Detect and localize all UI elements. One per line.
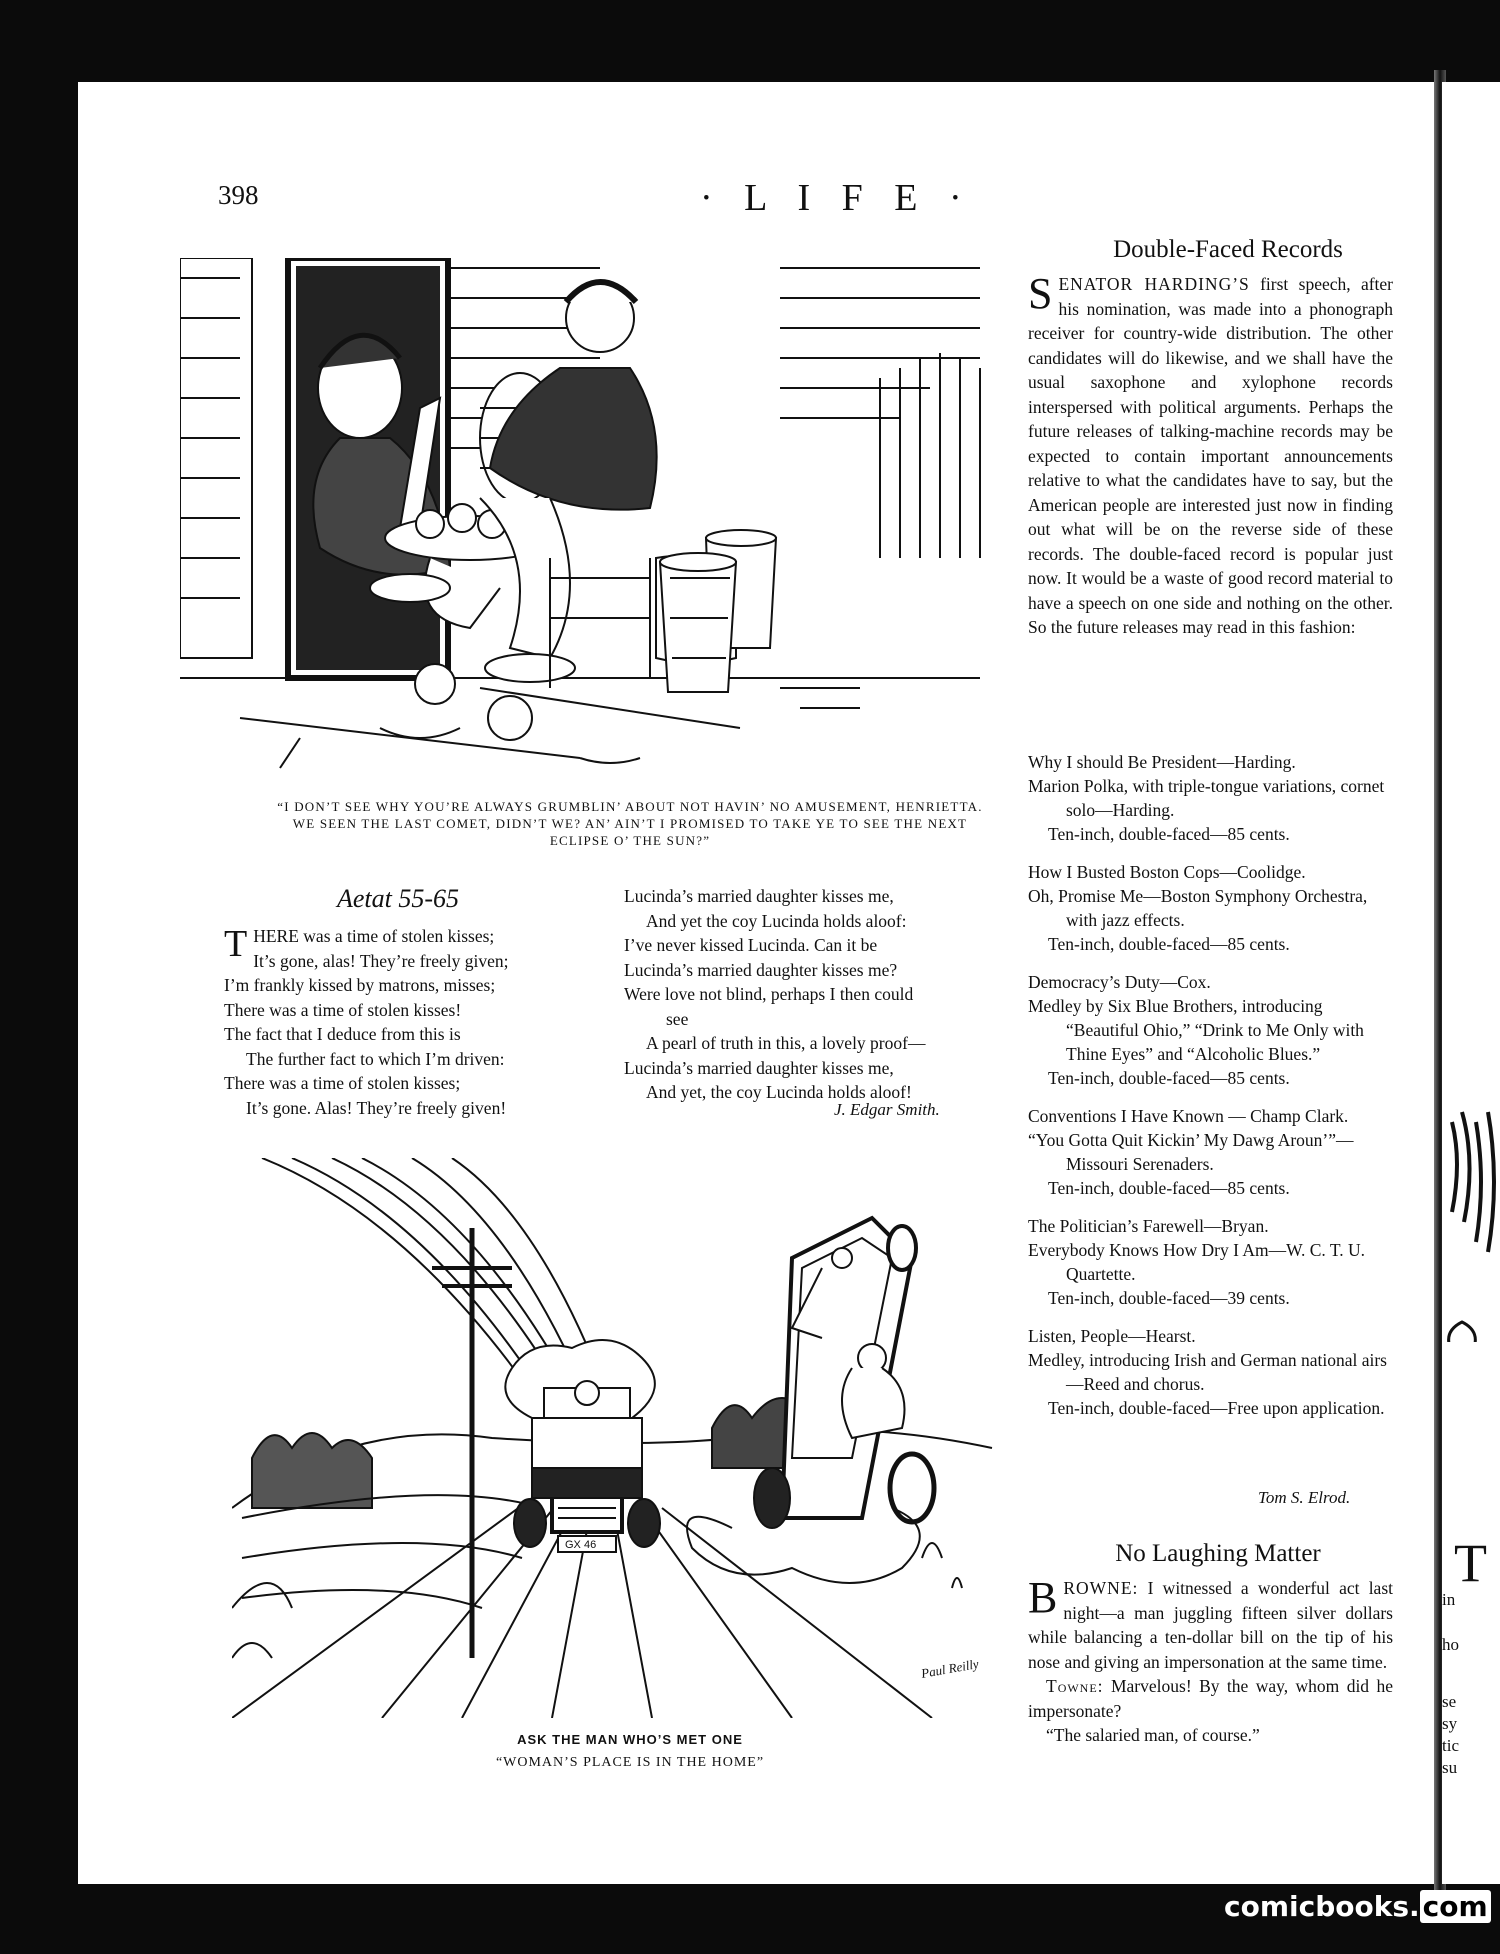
record-price: Ten-inch, double-faced—85 cents. <box>1048 934 1290 954</box>
poem-column-2 <box>624 884 1004 1105</box>
article-records-body <box>1028 269 1393 640</box>
record-title: Everybody Knows How Dry I Am—W. C. T. U. Quartette. <box>1028 1240 1366 1284</box>
poem-line: A pearl of truth in this, a lovely proof— <box>646 1033 926 1053</box>
next-page-illustration <box>1442 1082 1500 1342</box>
record-title: “You Gotta Quit Kickin’ My Dawg Aroun’”—Missouri Serenaders. <box>1028 1130 1354 1174</box>
record-title: Medley, introducing Irish and German national airs—Reed and chorus. <box>1028 1350 1387 1394</box>
record-title: The Politician’s Farewell—Bryan. <box>1028 1216 1269 1236</box>
cartoon2-caption-line1: ASK THE MAN WHO’S MET ONE <box>517 1732 743 1747</box>
poem-line: I’ve never kissed Lucinda. Can it be <box>624 935 878 955</box>
poem-line: It’s gone. Alas! They’re freely given! <box>246 1097 507 1118</box>
record-title: Conventions I Have Known — Champ Clark. <box>1028 1106 1349 1126</box>
cartoon1-caption: “I DON’T SEE WHY YOU’RE ALWAYS GRUMBLIN’ ABOUT NOT HAVIN’ NO AMUSEMENT, HENRIETTA. WE SEEN THE LAST COMET, DIDN’T WE? AN’ AIN’T I PROMISED TO TAKE YE TO SEE THE NEXT ECLIPSE O’ THE SUN?” <box>277 799 983 848</box>
article-laughing-dropcap: B <box>1028 1573 1058 1622</box>
license-plate: GX 46 <box>565 1539 597 1551</box>
dialogue-line: “The salaried man, of course.” <box>1046 1725 1260 1745</box>
article-title-laughing: No Laughing Matter <box>1115 1540 1321 1567</box>
poem-line: Lucinda’s married daughter kisses me, <box>624 1057 894 1078</box>
article-records-author: Tom S. Elrod. <box>1258 1488 1351 1507</box>
record-title: How I Busted Boston Cops—Coolidge. <box>1028 862 1306 882</box>
poem-line: Were love not blind, perhaps I then could <box>624 984 914 1004</box>
next-page-fragment: su <box>1442 1758 1458 1777</box>
next-page-fragment: sy <box>1442 1714 1458 1733</box>
article-laughing-body <box>1028 1573 1393 1748</box>
record-title: Why I should Be President—Harding. <box>1028 752 1296 772</box>
record-title: Democracy’s Duty—Cox. <box>1028 972 1211 992</box>
record-price: Ten-inch, double-faced—85 cents. <box>1048 824 1290 844</box>
article-records-lead: ENATOR HARDING’S <box>1058 274 1250 294</box>
record-entry <box>1028 750 1396 846</box>
watermark-text: comicbooks. <box>1224 1890 1420 1923</box>
cartoon-porch-illustration <box>180 258 1002 788</box>
masthead: · L I F E · <box>700 177 973 219</box>
cartoon2-caption <box>420 1728 840 1774</box>
dialogue-line: Marvelous! By the way, whom did he impersonate? <box>1028 1676 1393 1721</box>
artist-signature: Paul Reilly <box>919 1656 980 1681</box>
poem-author: J. Edgar Smith. <box>834 1100 940 1119</box>
record-price: Ten-inch, double-faced—85 cents. <box>1048 1068 1290 1088</box>
page-number: 398 <box>218 180 259 210</box>
poem-line: And yet the coy Lucinda holds aloof: <box>646 910 907 931</box>
record-title: Marion Polka, with triple-tongue variations, cornet solo—Harding. <box>1028 776 1385 820</box>
record-title: Listen, People—Hearst. <box>1028 1326 1196 1346</box>
poem-line: The fact that I deduce from this is <box>224 1024 461 1044</box>
next-page-letter: T <box>1454 1533 1487 1593</box>
poem-line: And yet, the coy Lucinda holds aloof! <box>646 1082 912 1102</box>
poem-line: There was a time of stolen kisses! <box>224 999 462 1020</box>
poem-dropcap: T <box>224 923 248 965</box>
cartoon-road-illustration <box>232 1158 1002 1718</box>
poem-column-1 <box>224 924 614 1120</box>
poem-title: Aetat 55-65 <box>336 884 460 913</box>
article-records-text: first speech, after his nomination, was made into a phonograph receiver for country-wide distribution. The other candidates will do likewise, and we shall have the usual saxophone and xylophone records interspersed with political arguments. Perhaps the future releases of talking-machine records may be expected to contain important announcements relative to what the candidates have to say, but the American people are interested just now in finding out what will be on the reverse side of these records. The double-faced record is popular just now. It would be a waste of good record material to have a speech on one side and nothing on the other. So the future releases may read in this fashion: <box>1028 274 1393 637</box>
cartoon2-caption-line2: “WOMAN’S PLACE IS IN THE HOME” <box>495 1755 765 1770</box>
poem-line: see <box>666 1008 689 1029</box>
watermark <box>1224 1890 1491 1923</box>
poem-line: I’m frankly kissed by matrons, misses; <box>224 975 496 995</box>
watermark-tld: com <box>1420 1890 1491 1923</box>
article-records-dropcap: S <box>1028 269 1053 318</box>
dialogue-line: I witnessed a wonderful act last night—a man juggling fifteen silver dollars while balancing a ten-dollar bill on the tip of his nose and giving an impersonation at the same time. <box>1028 1578 1393 1672</box>
next-page-fragment: ho <box>1442 1635 1459 1654</box>
next-page-fragment: tic <box>1442 1736 1459 1755</box>
next-page-strip <box>1442 82 1500 1884</box>
record-entry <box>1028 1214 1396 1310</box>
record-entry <box>1028 1324 1396 1420</box>
record-price: Ten-inch, double-faced—85 cents. <box>1048 1178 1290 1198</box>
poem-line: Lucinda’s married daughter kisses me? <box>624 959 898 980</box>
record-title: Medley by Six Blue Brothers, introducing “Beautiful Ohio,” “Drink to Me Only with Thine Eyes” and “Alcoholic Blues.” <box>1028 996 1364 1064</box>
poem-line: It’s gone, alas! They’re freely given; <box>253 950 509 971</box>
record-list <box>1028 750 1396 1434</box>
speaker-browne: ROWNE: <box>1063 1578 1139 1598</box>
speaker-towne: Towne: <box>1046 1676 1104 1696</box>
next-page-fragment: in <box>1442 1590 1456 1609</box>
record-entry <box>1028 970 1396 1090</box>
record-price: Ten-inch, double-faced—39 cents. <box>1048 1288 1290 1308</box>
poem-line: Lucinda’s married daughter kisses me, <box>624 886 894 906</box>
next-page-fragment: se <box>1442 1692 1457 1711</box>
article-title-records: Double-Faced Records <box>1113 236 1343 263</box>
poem-line: There was a time of stolen kisses; <box>224 1073 461 1093</box>
poem-line-text: HERE was a time of stolen kisses; <box>253 926 495 946</box>
record-price: Ten-inch, double-faced—Free upon application. <box>1048 1398 1385 1418</box>
poem-line: The further fact to which I’m driven: <box>246 1048 505 1069</box>
record-title: Oh, Promise Me—Boston Symphony Orchestra, with jazz effects. <box>1028 886 1368 930</box>
record-entry <box>1028 860 1396 956</box>
record-entry <box>1028 1104 1396 1200</box>
